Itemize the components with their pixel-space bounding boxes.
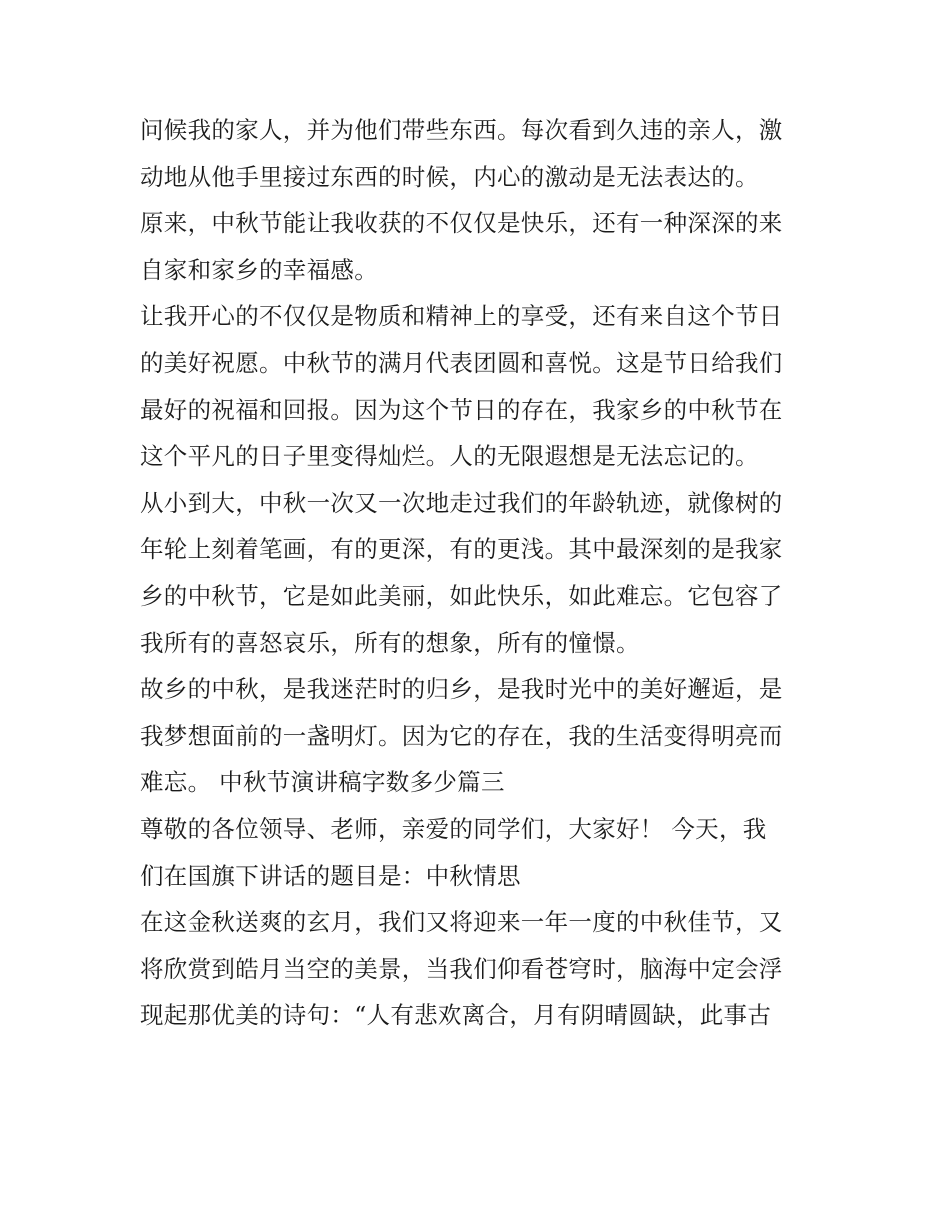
- text-line: 这个平凡的日子里变得灿烂。人的无限遐想是无法忘记的。: [140, 442, 759, 471]
- text-line: 自家和家乡的幸福感。: [140, 255, 378, 284]
- text-line: 难忘。 中秋节演讲稿字数多少篇三: [140, 768, 505, 797]
- text-line: 将欣赏到皓月当空的美景，当我们仰看苍穹时，脑海中定会浮: [140, 954, 783, 983]
- text-line: 让我开心的不仅仅是物质和精神上的享受，还有来自这个节日: [140, 302, 783, 331]
- text-line: 最好的祝福和回报。因为这个节日的存在，我家乡的中秋节在: [140, 395, 783, 424]
- text-line: 乡的中秋节，它是如此美丽，如此快乐，如此难忘。它包容了: [140, 581, 783, 610]
- text-line: 在这金秋送爽的玄月，我们又将迎来一年一度的中秋佳节，又: [140, 908, 783, 937]
- text-line: 问候我的家人，并为他们带些东西。每次看到久违的亲人，激: [140, 116, 783, 144]
- text-line: 动地从他手里接过东西的时候，内心的激动是无法表达的。: [140, 162, 759, 191]
- text-line: 故乡的中秋，是我迷茫时的归乡，是我时光中的美好邂逅，是: [140, 675, 783, 704]
- text-line: 从小到大，中秋一次又一次地走过我们的年龄轨迹，就像树的: [140, 488, 783, 517]
- text-line: 们在国旗下讲话的题目是：中秋情思: [140, 861, 521, 890]
- text-line: 年轮上刻着笔画，有的更深，有的更浅。其中最深刻的是我家: [140, 535, 783, 564]
- text-line: 的美好祝愿。中秋节的满月代表团圆和喜悦。这是节日给我们: [140, 348, 783, 377]
- text-line: 现起那优美的诗句：“人有悲欢离合，月有阴晴圆缺，此事古: [140, 1001, 772, 1030]
- text-line: 原来，中秋节能让我收获的不仅仅是快乐，还有一种深深的来: [140, 209, 783, 238]
- text-line: 尊敬的各位领导、老师，亲爱的同学们，大家好！ 今天，我: [140, 814, 767, 843]
- text-line: 我梦想面前的一盏明灯。因为它的存在，我的生活变得明亮而: [140, 721, 783, 750]
- document-body: [140, 107, 830, 1039]
- text-line: 我所有的喜怒哀乐，所有的想象，所有的憧憬。: [140, 628, 640, 657]
